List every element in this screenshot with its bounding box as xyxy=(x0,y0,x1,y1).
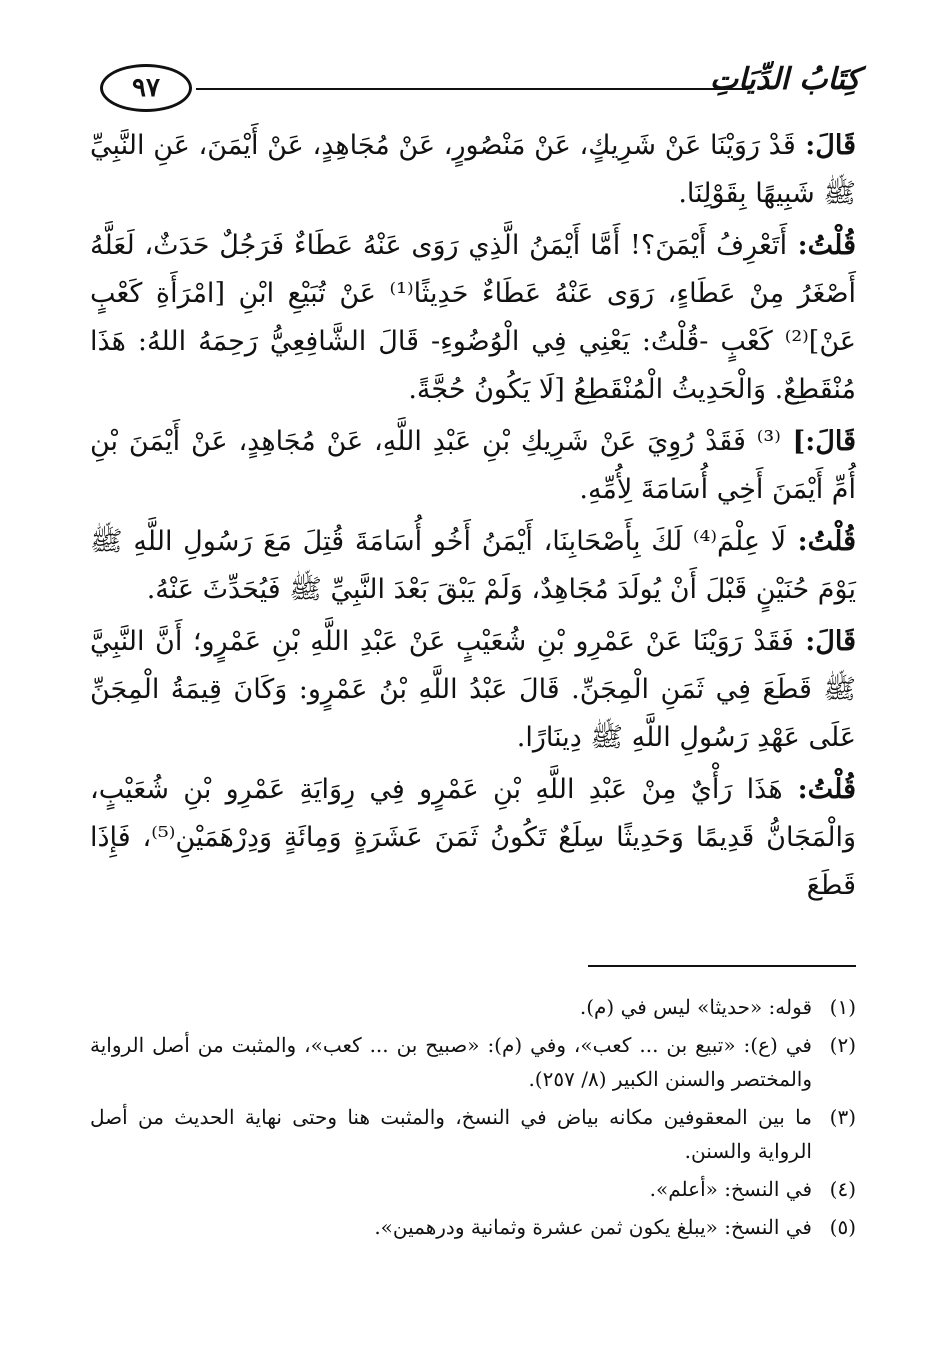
paragraph-text: هَذَا رَأْيٌ مِنْ عَبْدِ اللَّهِ بْنِ عَمْرٍو فِي رِوَايَةِ عَمْرِو بْنِ شُعَيْبٍ، وَالْمَجَانُّ قَدِيمًا وَحَدِيثًا سِلَعٌ تَكُونُ ثَمَنَ عَشَرَةٍ وَمِائَةٍ وَدِرْهَمَيْنِ⁽⁵⁾، فَإِذَا قَطَعَ xyxy=(90,774,856,901)
paragraph-lead: قُلْتُ: xyxy=(786,526,856,557)
footnote-text: في النسخ: «أعلم». xyxy=(649,1177,812,1201)
paragraph-lead: قَالَ:] xyxy=(780,426,856,457)
footnote-text: في (ع): «تبيع بن ... كعب»، وفي (م): «صبيح بن ... كعب»، والمثبت من أصل الرواية والمختصر والسنن الكبير (٨/ ٢٥٧). xyxy=(90,1033,812,1091)
paragraph-text: قَدْ رَوَيْنَا عَنْ شَرِيكٍ، عَنْ مَنْصُورٍ، عَنْ مُجَاهِدٍ، عَنْ أَيْمَنَ، عَنِ النَّبِيِّ ﷺ شَبِيهًا بِقَوْلِنَا. xyxy=(90,130,856,209)
paragraph-text: ⁽³⁾ فَقَدْ رُوِيَ عَنْ شَرِيكِ بْنِ عَبْدِ اللَّهِ، عَنْ مُجَاهِدٍ، عَنْ أَيْمَنَ بْنِ أُمِّ أَيْمَنَ أَخِي أُسَامَةَ لِأُمِّهِ. xyxy=(90,426,856,505)
footnote-text: قوله: «حديثا» ليس في (م). xyxy=(579,995,812,1019)
paragraph-lead: قَالَ: xyxy=(795,130,856,161)
footnote-number: (٤) xyxy=(829,1177,856,1201)
paragraph xyxy=(90,618,856,762)
footnote xyxy=(90,990,856,1024)
paragraph xyxy=(90,418,856,514)
footnote xyxy=(90,1100,856,1168)
footnote-number: (١) xyxy=(829,995,856,1019)
footnote-number: (٣) xyxy=(829,1105,856,1129)
paragraph xyxy=(90,766,856,910)
paragraph-lead: قُلْتُ: xyxy=(787,230,856,261)
page-number: ٩٧ xyxy=(132,73,160,103)
footnote xyxy=(90,1028,856,1096)
footnotes xyxy=(90,990,856,1248)
page-number-badge xyxy=(100,64,192,112)
paragraph-text: لَا عِلْمَ⁽⁴⁾ لَكَ بِأَصْحَابِنَا، أَيْمَنُ أَخُو أُسَامَةَ قُتِلَ مَعَ رَسُولِ اللَّهِ ﷺ يَوْمَ حُنَيْنٍ قَبْلَ أَنْ يُولَدَ مُجَاهِدٌ، وَلَمْ يَبْقَ بَعْدَ النَّبِيِّ ﷺ فَيُحَدِّثَ عَنْهُ. xyxy=(90,526,856,605)
paragraph xyxy=(90,122,856,218)
paragraph xyxy=(90,518,856,614)
footnote-text: ما بين المعقوفين مكانه بياض في النسخ، والمثبت هنا وحتى نهاية الحديث من أصل الرواية والسنن. xyxy=(90,1105,812,1163)
paragraph-text: أَتَعْرِفُ أَيْمَنَ؟! أَمَّا أَيْمَنُ الَّذِي رَوَى عَنْهُ عَطَاءٌ فَرَجُلٌ حَدَثٌ، لَعَلَّهُ أَصْغَرُ مِنْ عَطَاءٍ، رَوَى عَنْهُ عَطَاءٌ حَدِيثًا⁽¹⁾ عَنْ تُبَيْعِ ابْنِ [امْرَأَةِ كَعْبٍ عَنْ]⁽²⁾ كَعْبٍ -قُلْتُ: يَعْنِي فِي الْوُضُوءِ- قَالَ الشَّافِعِيُّ رَحِمَهُ اللهُ: هَذَا مُنْقَطِعٌ. وَالْحَدِيثُ الْمُنْقَطِعُ [لَا يَكُونُ حُجَّةً. xyxy=(90,230,857,405)
page-header xyxy=(100,60,860,120)
footnote-text: في النسخ: «يبلغ يكون ثمن عشرة وثمانية ودرهمين». xyxy=(374,1215,812,1239)
footnote xyxy=(90,1210,856,1244)
paragraph-lead: قُلْتُ: xyxy=(782,774,857,805)
paragraph-text: فَقَدْ رَوَيْنَا عَنْ عَمْرِو بْنِ شُعَيْبٍ عَنْ عَبْدِ اللَّهِ بْنِ عَمْرٍو؛ أَنَّ النَّبِيَّ ﷺ قَطَعَ فِي ثَمَنِ الْمِجَنِّ. قَالَ عَبْدُ اللَّهِ بْنُ عَمْرٍو: وَكَانَ قِيمَةُ الْمِجَنِّ عَلَى عَهْدِ رَسُولِ اللَّهِ ﷺ دِينَارًا. xyxy=(90,626,856,753)
footnote-number: (٢) xyxy=(829,1033,856,1057)
footnote xyxy=(90,1172,856,1206)
paragraph xyxy=(90,222,856,414)
main-text xyxy=(90,122,856,914)
header-rule xyxy=(196,88,748,90)
footnote-number: (٥) xyxy=(829,1215,856,1239)
paragraph-lead: قَالَ: xyxy=(793,626,856,657)
footnote-separator xyxy=(588,965,856,967)
book-title: كِتَابُ الدِّيَاتِ xyxy=(709,62,860,97)
